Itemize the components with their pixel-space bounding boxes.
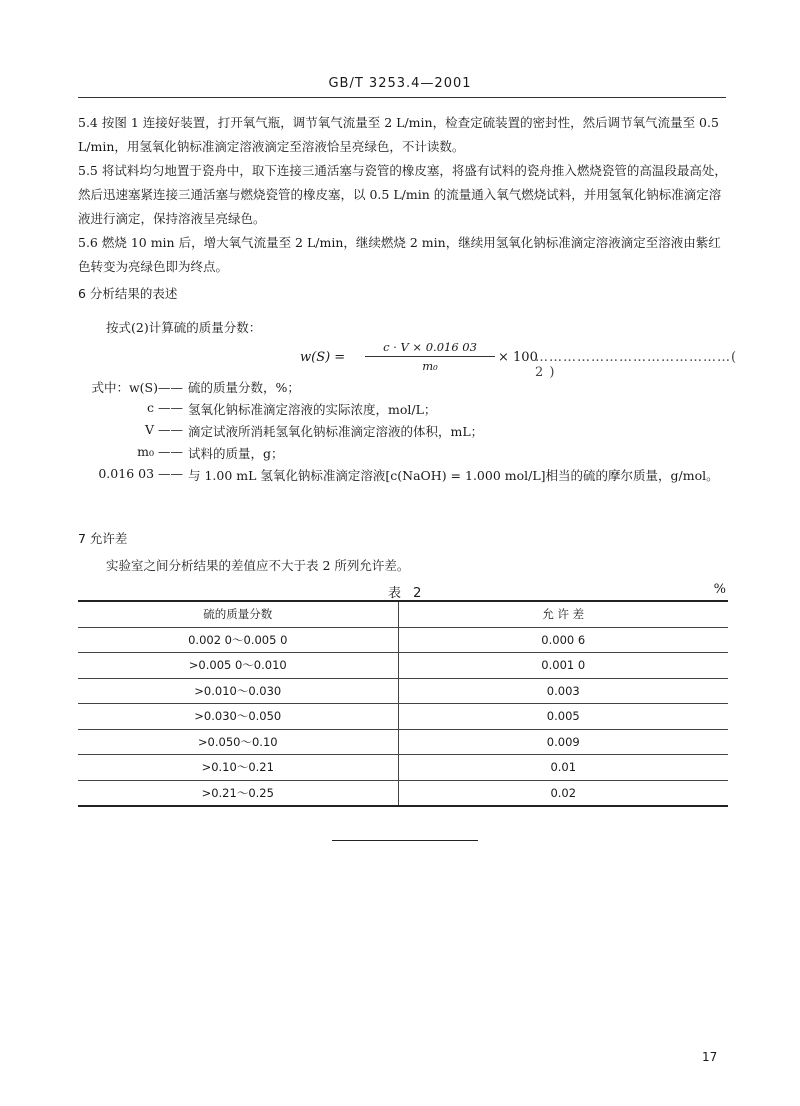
table-cell: >0.050～0.10 — [78, 729, 398, 755]
table-header-row — [78, 601, 728, 627]
table-cell: 0.001 0 — [398, 653, 728, 679]
formula-intro: 按式(2)计算硫的质量分数： — [106, 320, 262, 335]
definition-text: 滴定试液所消耗氢氧化钠标准滴定溶液的体积，mL； — [188, 424, 484, 439]
table-cell: >0.010～0.030 — [78, 678, 398, 704]
clause-5-5: 5.5 将试料均匀地置于瓷舟中，取下连接三通活塞与瓷管的橡皮塞，将盛有试料的瓷舟推入燃烧瓷管的高温段最高处，然后迅速塞紧连接三通活塞与燃烧瓷管的橡皮塞，以 0.5 L/min 的流量通入氧气燃烧试料，并用氢氧化钠标准滴定溶液进行滴定，保持溶液呈亮绿色。 — [78, 163, 727, 226]
formula-times: × 100 — [498, 350, 538, 365]
formula-denominator: m₀ — [422, 359, 438, 373]
formula-equation-number: ……………………………………( 2 ) — [535, 350, 738, 380]
definition-row — [78, 400, 738, 422]
definition-row — [78, 378, 738, 400]
fraction-bar — [365, 356, 495, 357]
definition-text: 与 1.00 mL 氢氧化钠标准滴定溶液[c(NaOH) = 1.000 mol/L]相当的硫的摩尔质量，g/mol。 — [188, 468, 719, 483]
header-rule — [78, 97, 726, 98]
page-header: GB/T 3253.4—2001 — [328, 76, 472, 91]
clause-5-6: 5.6 燃烧 10 min 后，增大氧气流量至 2 L/min，继续燃烧 2 min，继续用氢氧化钠标准滴定溶液滴定至溶液由紫红色转变为亮绿色即为终点。 — [78, 235, 721, 274]
symbol-definitions — [78, 378, 738, 510]
tolerance-table — [78, 600, 728, 807]
table-cell: 0.02 — [398, 780, 728, 806]
definition-symbol: 0.016 03 —— — [98, 466, 183, 481]
page-number: 17 — [702, 1050, 718, 1064]
table-row — [78, 780, 728, 806]
table-cell: 0.003 — [398, 678, 728, 704]
table-caption: 表 2 — [388, 586, 426, 601]
formula-numerator: c · V × 0.016 03 — [383, 340, 477, 354]
table-row — [78, 653, 728, 679]
table-cell: 0.002 0～0.005 0 — [78, 627, 398, 653]
table-row — [78, 627, 728, 653]
definition-text: 试料的质量，g； — [188, 446, 284, 461]
formula-2 — [240, 340, 740, 380]
column-header-sulfur-fraction: 硫的质量分数 — [78, 601, 398, 627]
table-cell: 0.005 — [398, 704, 728, 730]
formula-fraction — [365, 340, 495, 373]
section-6-heading: 6 分析结果的表述 — [78, 286, 178, 301]
table-cell: 0.01 — [398, 755, 728, 781]
definition-row — [78, 422, 738, 444]
clause-5-4: 5.4 按图 1 连接好装置，打开氧气瓶，调节氧气流量至 2 L/min，检查定硫装置的密封性，然后调节氧气流量至 0.5 L/min，用氢氧化钠标准滴定溶液滴定至溶液恰呈亮绿色，不计读数。 — [78, 115, 719, 154]
table-cell: 0.009 — [398, 729, 728, 755]
table-cell: 0.000 6 — [398, 627, 728, 653]
table-cell: >0.005 0～0.010 — [78, 653, 398, 679]
section-7-heading: 7 允许差 — [78, 531, 128, 546]
column-header-tolerance: 允 许 差 — [398, 601, 728, 627]
definition-text: 氢氧化钠标准滴定溶液的实际浓度，mol/L； — [188, 402, 437, 417]
table-row — [78, 678, 728, 704]
definition-row — [78, 466, 738, 510]
definition-text: 硫的质量分数，%； — [188, 380, 300, 395]
table-row — [78, 704, 728, 730]
table-cell: >0.21～0.25 — [78, 780, 398, 806]
table-row — [78, 729, 728, 755]
definition-symbol: m₀ —— — [137, 444, 183, 459]
definition-row — [78, 444, 738, 466]
formula-lhs: w(S) = — [300, 350, 346, 365]
definition-symbol: c —— — [147, 400, 183, 415]
table-row — [78, 755, 728, 781]
table-cell: >0.10～0.21 — [78, 755, 398, 781]
table-cell: >0.030～0.050 — [78, 704, 398, 730]
table-unit: % — [713, 582, 726, 597]
definition-symbol: 式中：w(S)—— — [91, 380, 183, 395]
definition-symbol: V —— — [144, 422, 183, 437]
end-of-document-rule — [332, 840, 478, 841]
tolerance-intro: 实验室之间分析结果的差值应不大于表 2 所列允许差。 — [106, 558, 410, 573]
